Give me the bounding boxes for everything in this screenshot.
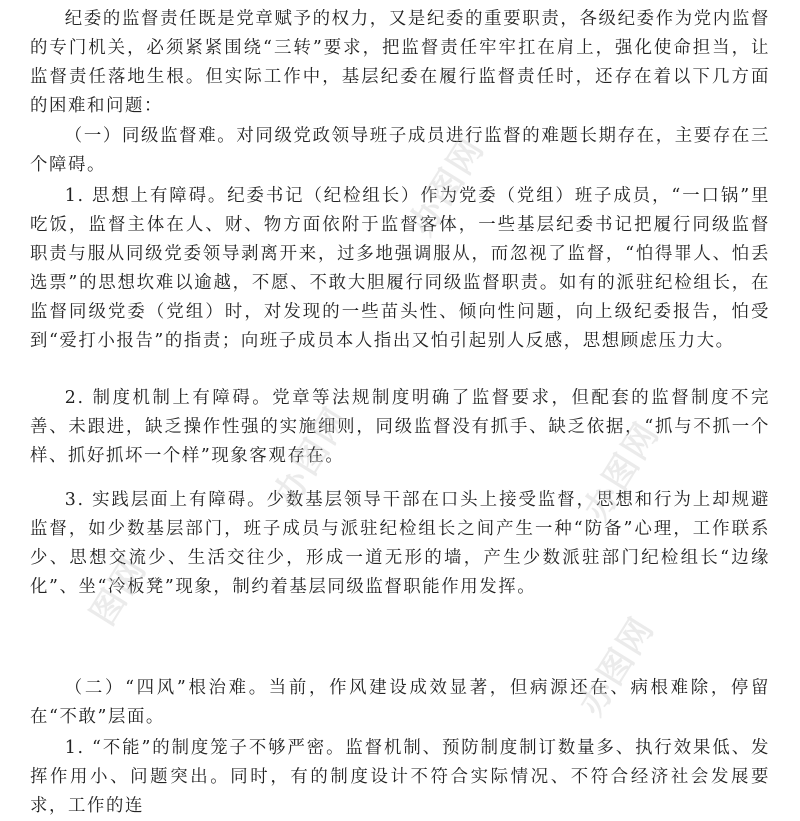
watermark: 办图网: [266, 399, 358, 513]
point-practical-obstacle: 3. 实践层面上有障碍。少数基层领导干部在口头上接受监督，思想和行为上却规避监督，如少数基层部门，班子成员与派驻纪检组长之间产生一种“防备”心理，工作联系少、思想交流少、生活交往少，形成一道无形的墙，产生少数派驻部门纪检组长“边缘化”、坐“冷板凳”现象，制约着基层同级监督职能作用发挥。: [30, 490, 770, 597]
watermark: 办图网: [401, 129, 493, 243]
intro-paragraph: 纪委的监督责任既是党章赋予的权力，又是纪委的重要职责，各级纪委作为党内监督的专门机关，必须紧紧围绕“三转”要求，把监督责任牢牢扛在肩上，强化使命担当，让监督责任落地生根。但实际工作中，基层纪委在履行监督责任时，还存在着以下几方面的困难和问题：: [30, 9, 770, 116]
point-ideological-obstacle: 1. 思想上有障碍。纪委书记（纪检组长）作为党委（党组）班子成员，“一口锅”里吃饭，监督主体在人、财、物方面依附于监督客体，一些基层纪委书记把履行同级监督职责与服从同级党委领导剥离开来，过多地强调服从，而忽视了监督，“怕得罪人、怕丢选票”的思想坎难以逾越，不愿、不敢大胆履行同级监督职责。如有的派驻纪检组长，在监督同级党委（党组）时，对发现的一些苗头性、倾向性问题，向上级纪委报告，怕受到“爱打小报告”的指责；向班子成员本人指出又怕引起别人反感，思想顾虑压力大。: [30, 186, 770, 351]
watermark: 办图网: [576, 414, 668, 528]
watermark: 图网: [82, 550, 156, 633]
point-institutional-obstacle: 2. 制度机制上有障碍。党章等法规制度明确了监督要求，但配套的监督制度不完善、未跟进，缺乏操作性强的实施细则，同级监督没有抓手、缺乏依据，“抓与不抓一个样、抓好抓坏一个样”现象客观存在。: [30, 388, 770, 466]
watermark: 办图网: [571, 609, 663, 723]
section-heading-same-level-supervision: （一）同级监督难。对同级党政领导班子成员进行监督的难题长期存在，主要存在三个障碍。: [30, 126, 770, 175]
point-system-cage: 1. “不能”的制度笼子不够严密。监督机制、预防制度制订数量多、执行效果低、发挥作用小、问题突出。同时，有的制度设计不符合实际情况、不符合经济社会发展要求，工作的连: [30, 738, 770, 816]
section-heading-four-styles: （二）“四风”根治难。当前，作风建设成效显著，但病源还在、病根难除，停留在“不敢”层面。: [30, 678, 770, 727]
